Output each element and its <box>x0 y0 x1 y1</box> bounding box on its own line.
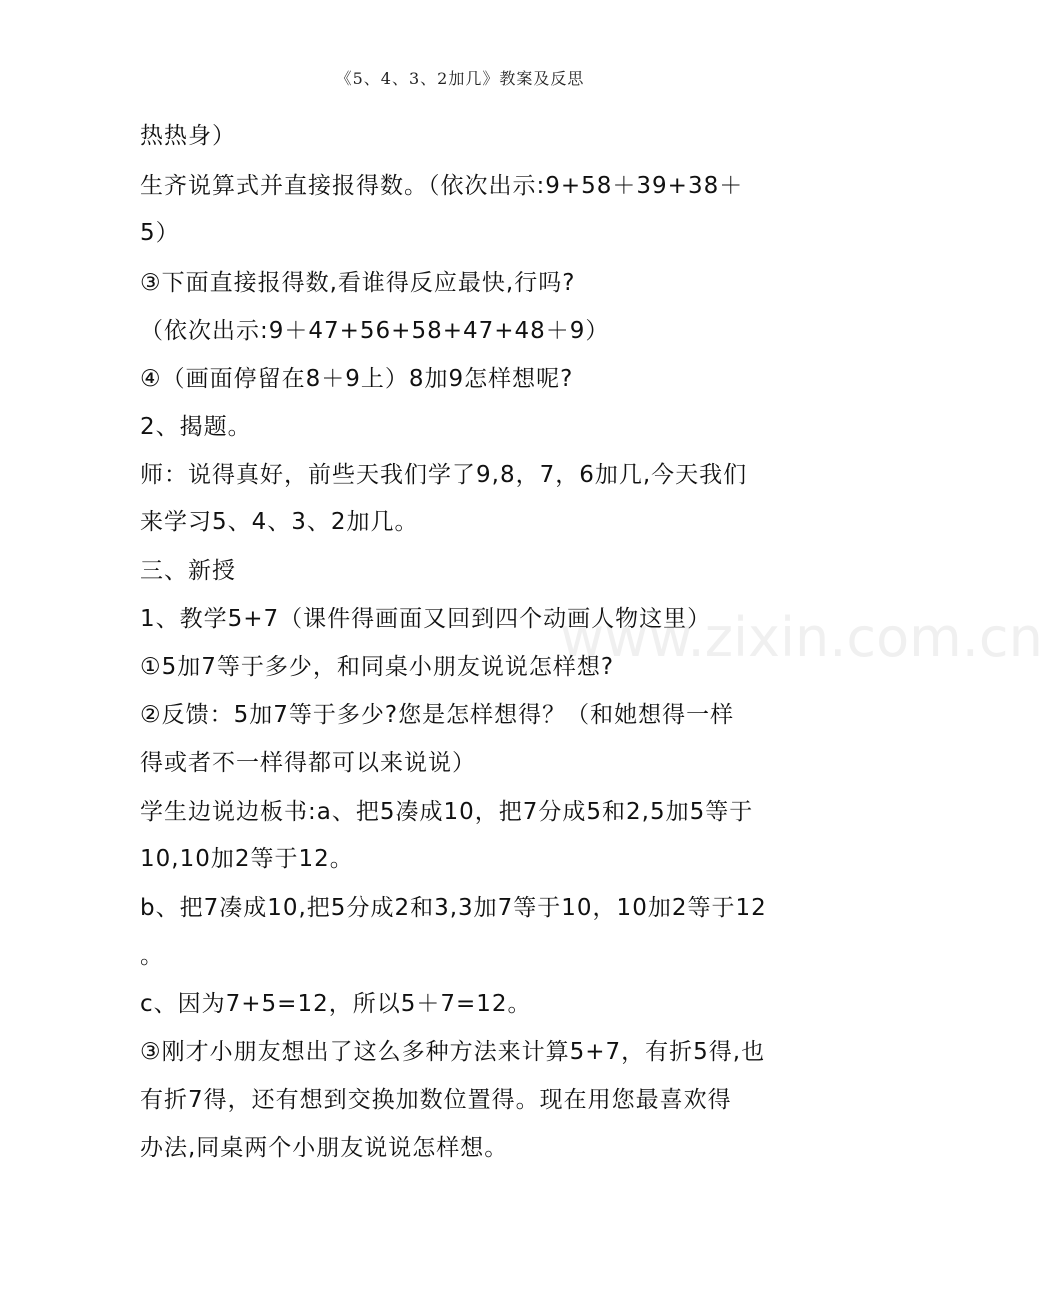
text-line: ②反馈：5加7等于多少?您是怎样想得？（和她想得一样 <box>140 702 735 728</box>
text-line: 生齐说算式并直接报得数。（依次出示:9+58＋39+38＋ <box>140 173 744 199</box>
text-line: ①5加7等于多少，和同桌小朋友说说怎样想? <box>140 654 615 680</box>
text-line: ③下面直接报得数,看谁得反应最快,行吗? <box>140 270 576 296</box>
text-line: 来学习5、4、3、2加几。 <box>140 509 419 535</box>
text-line: b、把7凑成10,把5分成2和3,3加7等于10，10加2等于12 <box>140 895 767 921</box>
text-line: （依次出示:9＋47+56+58+47+48＋9） <box>140 318 610 344</box>
text-line: 有折7得，还有想到交换加数位置得。现在用您最喜欢得 <box>140 1087 732 1113</box>
text-line: ④（画面停留在8＋9上）8加9怎样想呢? <box>140 366 574 392</box>
watermark: www.zixin.com.cn <box>560 606 1043 669</box>
text-line: 1、教学5+7（课件得画面又回到四个动画人物这里） <box>140 606 712 632</box>
page-header-title: 《5、4、3、2加几》教案及反思 <box>335 69 585 88</box>
text-line: 得或者不一样得都可以来说说） <box>140 750 476 776</box>
text-line: 师：说得真好，前些天我们学了9,8，7，6加几,今天我们 <box>140 462 748 488</box>
section-heading: 三、新授 <box>140 558 236 584</box>
text-line: 热热身） <box>140 123 236 149</box>
text-line: 2、揭题。 <box>140 414 252 440</box>
text-line: 。 <box>140 943 164 969</box>
text-line: c、因为7+5=12，所以5＋7=12。 <box>140 991 532 1017</box>
text-line: ③刚才小朋友想出了这么多种方法来计算5+7，有折5得,也 <box>140 1039 766 1065</box>
text-line: 学生边说边板书:a、把5凑成10，把7分成5和2,5加5等于 <box>140 799 754 825</box>
text-line: 10,10加2等于12。 <box>140 846 354 872</box>
text-line: 5） <box>140 220 180 246</box>
text-line: 办法,同桌两个小朋友说说怎样想。 <box>140 1135 509 1161</box>
